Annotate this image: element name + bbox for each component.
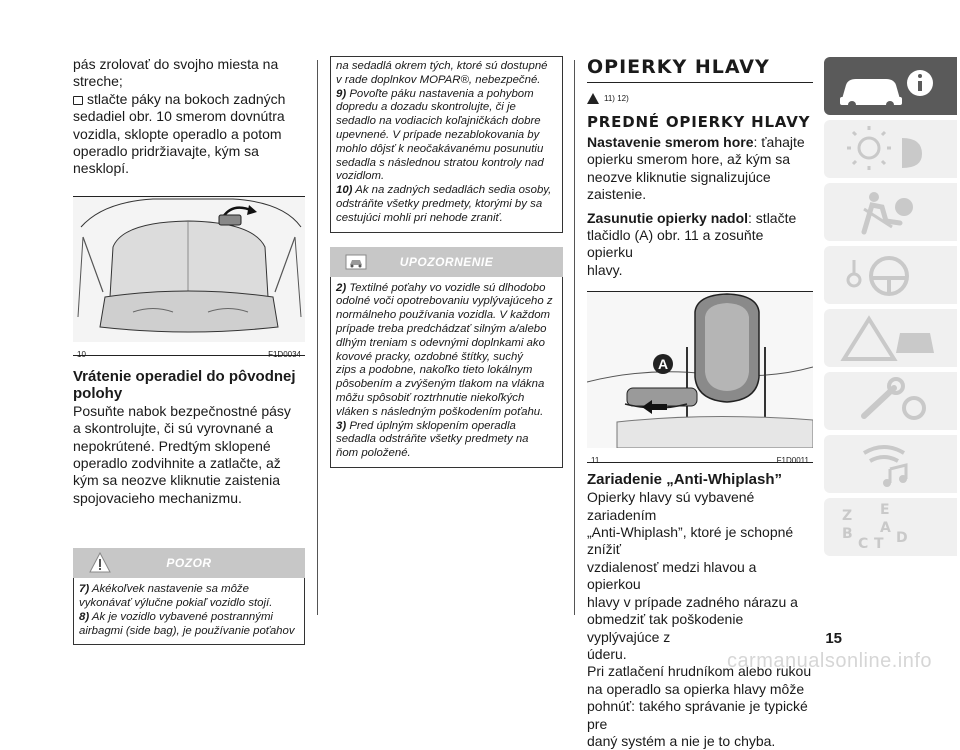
svg-text:B: B <box>842 526 853 542</box>
text-line: a skontrolujte, či sú vyrovnané a <box>73 420 273 437</box>
body-paragraph: Opierky hlavy sú vybavené zariadením „Anti-Whiplash”, ktoré je schopné znížiť vzdialenosť medzi hlavou a opierkou hlavy v prípade zadného nárazu a obmedziť tak poškodenie vyplývajúce z úderu. <box>587 489 798 662</box>
body-paragraph <box>73 403 305 507</box>
text-line: Posuňte nabok bezpečnostné pásy <box>73 402 291 419</box>
footnote-refs: 11) 12) <box>604 93 629 103</box>
figure-code: F1D0034 <box>268 349 301 359</box>
raise-paragraph: Nastavenie smerom hore: ťahajte opierku smerom hore, až kým sa neozve kliknutie signalizujúce zaistenie. <box>587 134 805 203</box>
text-line: operadlo pridržiavajte, kým sa nesklopí. <box>73 143 259 177</box>
steering-wheel-icon <box>834 250 944 300</box>
tab-index[interactable] <box>824 498 957 556</box>
page-number: 15 <box>825 630 842 647</box>
tab-safety[interactable] <box>824 183 957 241</box>
chapter-title: OPIERKY HLAVY <box>587 56 770 78</box>
term: Nastavenie smerom hore <box>587 134 754 150</box>
warning-note: 7) Akékoľvek nastavenie sa môže vykonávať výlučne pokiaľ vozidlo stojí. <box>79 583 273 610</box>
body-paragraph: Pri zatlačení hrudníkom alebo rukou na operadlo sa opierka hlavy môže pohnúť: takého správanie je typické pre daný systém a nie je to chyba. <box>587 663 812 749</box>
column-3 <box>587 56 813 750</box>
svg-text:A: A <box>880 520 891 536</box>
section-subheading: Zariadenie „Anti-Whiplash” <box>587 471 783 489</box>
rear-seat-illustration <box>73 197 305 342</box>
section-subheading: Vrátenie operadiel do pôvodnej polohy <box>73 367 296 402</box>
warning-notes <box>73 578 305 645</box>
column-divider <box>574 60 575 615</box>
figure-caption <box>73 347 305 362</box>
tab-car-info[interactable] <box>824 57 957 115</box>
text-line: nepokrútené. Predtým sklopené <box>73 437 271 454</box>
reference-row <box>587 91 813 105</box>
tab-driving[interactable] <box>824 246 957 304</box>
watermark: carmanualsonline.info <box>726 650 932 672</box>
figure-caption <box>587 453 813 468</box>
warning-label: POZOR <box>166 556 212 571</box>
term: Zasunutie opierky nadol <box>587 209 749 226</box>
tab-emergency[interactable] <box>824 309 957 367</box>
warning-triangle-ref-icon <box>587 93 599 104</box>
text-line: spojovacieho mechanizmu. <box>73 489 242 506</box>
text-line: pás zrolovať do svojho miesta na <box>73 56 279 72</box>
bullet-paragraph <box>73 91 305 178</box>
text-line: sedadiel obr. 10 smerom dovnútra <box>73 108 285 125</box>
figure-10 <box>73 196 305 359</box>
svg-text:D: D <box>896 530 908 546</box>
figure-11 <box>587 291 813 466</box>
warning-note: na sedadlá okrem tých, ktoré sú dostupné v rade doplnkov MOPAR®, nebezpečné. <box>336 60 548 86</box>
warning-note: 9) Povoľte páku nastavenia a pohybom dopredu a dozadu skontrolujte, či je sedadlo na vodiacich koľajničkách dobre upevnené. V prípade nezablokovania by mohlo dôjsť k neočakávanému posunutiu sedadla s následnou stratou kontroly nad vozidlom. <box>336 87 544 183</box>
figure-number: 11 <box>591 456 600 466</box>
svg-text:E: E <box>880 502 890 518</box>
caution-banner <box>330 247 563 277</box>
column-divider <box>317 60 318 615</box>
warning-banner <box>73 548 305 578</box>
title-rule <box>587 82 813 83</box>
warning-note: 10) Ak na zadných sedadlách sedia osoby, odstráňte všetky predmety, ktorými by sa cestujúci mohli pri nehode zraniť. <box>336 184 552 224</box>
tab-maintenance[interactable] <box>824 372 957 430</box>
warning-triangle-icon <box>834 313 944 363</box>
caution-notes <box>330 277 563 468</box>
warning-note: 8) Ak je vozidlo vybavené postrannými airbagmi (side bag), je používanie poťahov <box>79 610 295 637</box>
text-line: kým sa neozve kliknutie zaistenia <box>73 472 280 489</box>
text-line: stlačte páky na bokoch zadných <box>87 90 286 107</box>
text-line: vozidla, sklopte operadlo a potom <box>73 125 282 142</box>
tab-dashboard-lights[interactable] <box>824 120 957 178</box>
chapter-tabs <box>824 57 957 561</box>
index-letters-icon <box>834 502 944 552</box>
warning-notes-continued <box>330 56 563 233</box>
airbag-safety-icon <box>834 187 944 237</box>
section-heading: PREDNÉ OPIERKY HLAVY <box>587 113 811 131</box>
column-1 <box>73 56 305 645</box>
text-line: operadlo zodvihnite a zatlačte, až <box>73 455 281 472</box>
column-2 <box>330 56 563 468</box>
caution-label: UPOZORNENIE <box>399 254 494 269</box>
svg-text:Z: Z <box>842 508 853 524</box>
dashboard-lights-icon <box>834 124 944 174</box>
maintenance-wrench-icon <box>834 376 944 426</box>
svg-text:T: T <box>874 536 884 552</box>
intro-paragraph <box>73 56 305 91</box>
callout-a: A <box>653 354 673 374</box>
caution-note: 3) Pred úplným sklopením operadla sedadla odstráňte všetky predmety na ňom položené. <box>336 419 529 460</box>
lower-paragraph: Zasunutie opierky nadol: stlačte tlačidlo (A) obr. 11 a zosuňte opierku hlavy. <box>587 209 797 278</box>
tab-multimedia[interactable] <box>824 435 957 493</box>
figure-number: 10 <box>77 349 86 359</box>
caution-note: 2) Textilné poťahy vo vozidle sú dlhodobo odolné voči opotrebovaniu vyplývajúceho z normálneho používania vozidla. V každom prípade treba predchádzať silným a/alebo dlhým treniam s odevnými doplnkami ako kovové pracky, ozdobné štítky, suchý zips a podobne, nakoľko tieto lokálnym pôsobením a zvýšeným tlakom na vlákna môžu spôsobiť roztrhnutie niekoľkých vláken s následným poškodením poťahu. <box>336 281 553 418</box>
headrest-illustration <box>587 292 813 448</box>
checkbox-bullet-icon <box>73 96 83 105</box>
multimedia-icon <box>834 439 944 489</box>
text-line: streche; <box>73 73 123 90</box>
svg-text:C: C <box>858 536 869 552</box>
figure-code: F1D0011 <box>776 456 809 466</box>
car-info-icon <box>834 61 944 111</box>
